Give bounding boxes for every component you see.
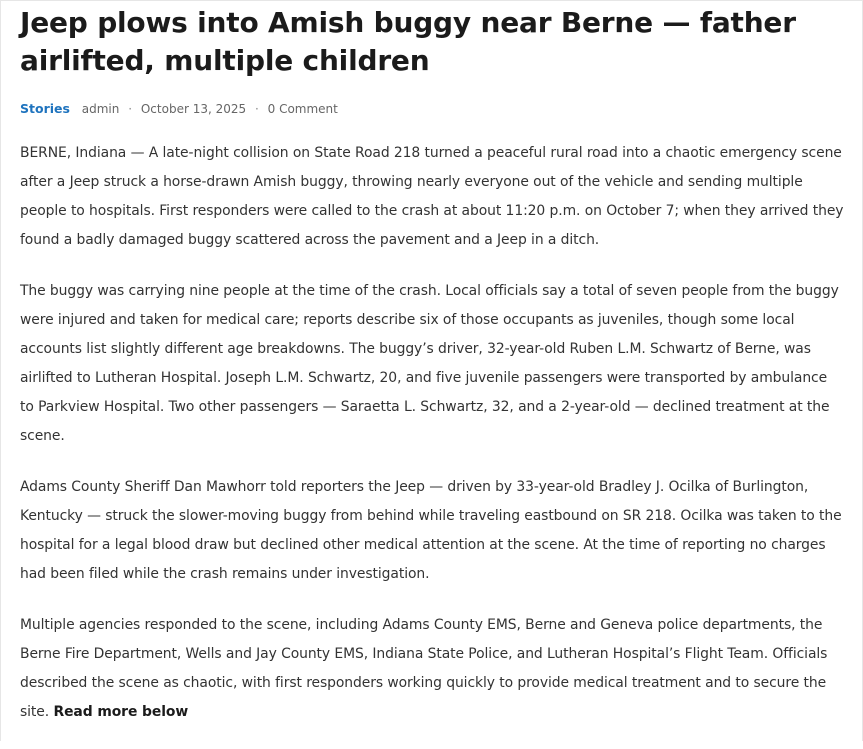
article-title: Jeep plows into Amish buggy near Berne — father airlifted, multiple children [20,6,796,77]
paragraph-text: Multiple agencies responded to the scene, including Adams County EMS, Berne and Geneva police departments, the Berne Fire Department, Wells and Jay County EMS, Indiana State Police, and Lutheran Hospital’s Flight Team. Officials described the scene as chaotic, with first responders working quickly to provide medical treatment and to secure the site. [20,617,828,720]
publish-date[interactable]: October 13, 2025 [140,102,247,116]
category-link[interactable]: Stories [20,101,70,116]
meta-separator: · [254,102,259,116]
article-meta [20,100,845,118]
article [20,4,845,749]
read-more-link[interactable]: Read more below [53,704,189,720]
author-name[interactable]: admin [81,102,120,116]
comment-count[interactable]: 0 Comment [267,102,338,116]
meta-separator: · [128,102,133,116]
paragraph [20,611,845,727]
article-body [20,139,845,727]
paragraph: Adams County Sheriff Dan Mawhorr told reporters the Jeep — driven by 33-year-old Bradley J. Ocilka of Burlington, Kentucky — struck the slower-moving buggy from behind while traveling eastbound on SR 218. Ocilka was taken to the hospital for a legal blood draw but declined other medical attention at the scene. At the time of reporting no charges had been filed while the crash remains under investigation. [20,479,842,582]
paragraph: The buggy was carrying nine people at the time of the crash. Local officials say a total of seven people from the buggy were injured and taken for medical care; reports describe six of those occupants as juveniles, though some local accounts list slightly different age breakdowns. The buggy’s driver, 32-year-old Ruben L.M. Schwartz of Berne, was airlifted to Lutheran Hospital. Joseph L.M. Schwartz, 20, and five juvenile passengers were transported by ambulance to Parkview Hospital. Two other passengers — Saraetta L. Schwartz, 32, and a 2-year-old — declined treatment at the scene. [20,283,839,444]
paragraph: BERNE, Indiana — A late-night collision on State Road 218 turned a peaceful rural road into a chaotic emergency scene after a Jeep struck a horse-drawn Amish buggy, throwing nearly everyone out of the vehicle and sending multiple people to hospitals. First responders were called to the crash at about 11:20 p.m. on October 7; when they arrived they found a badly damaged buggy scattered across the pavement and a Jeep in a ditch. [20,145,844,248]
